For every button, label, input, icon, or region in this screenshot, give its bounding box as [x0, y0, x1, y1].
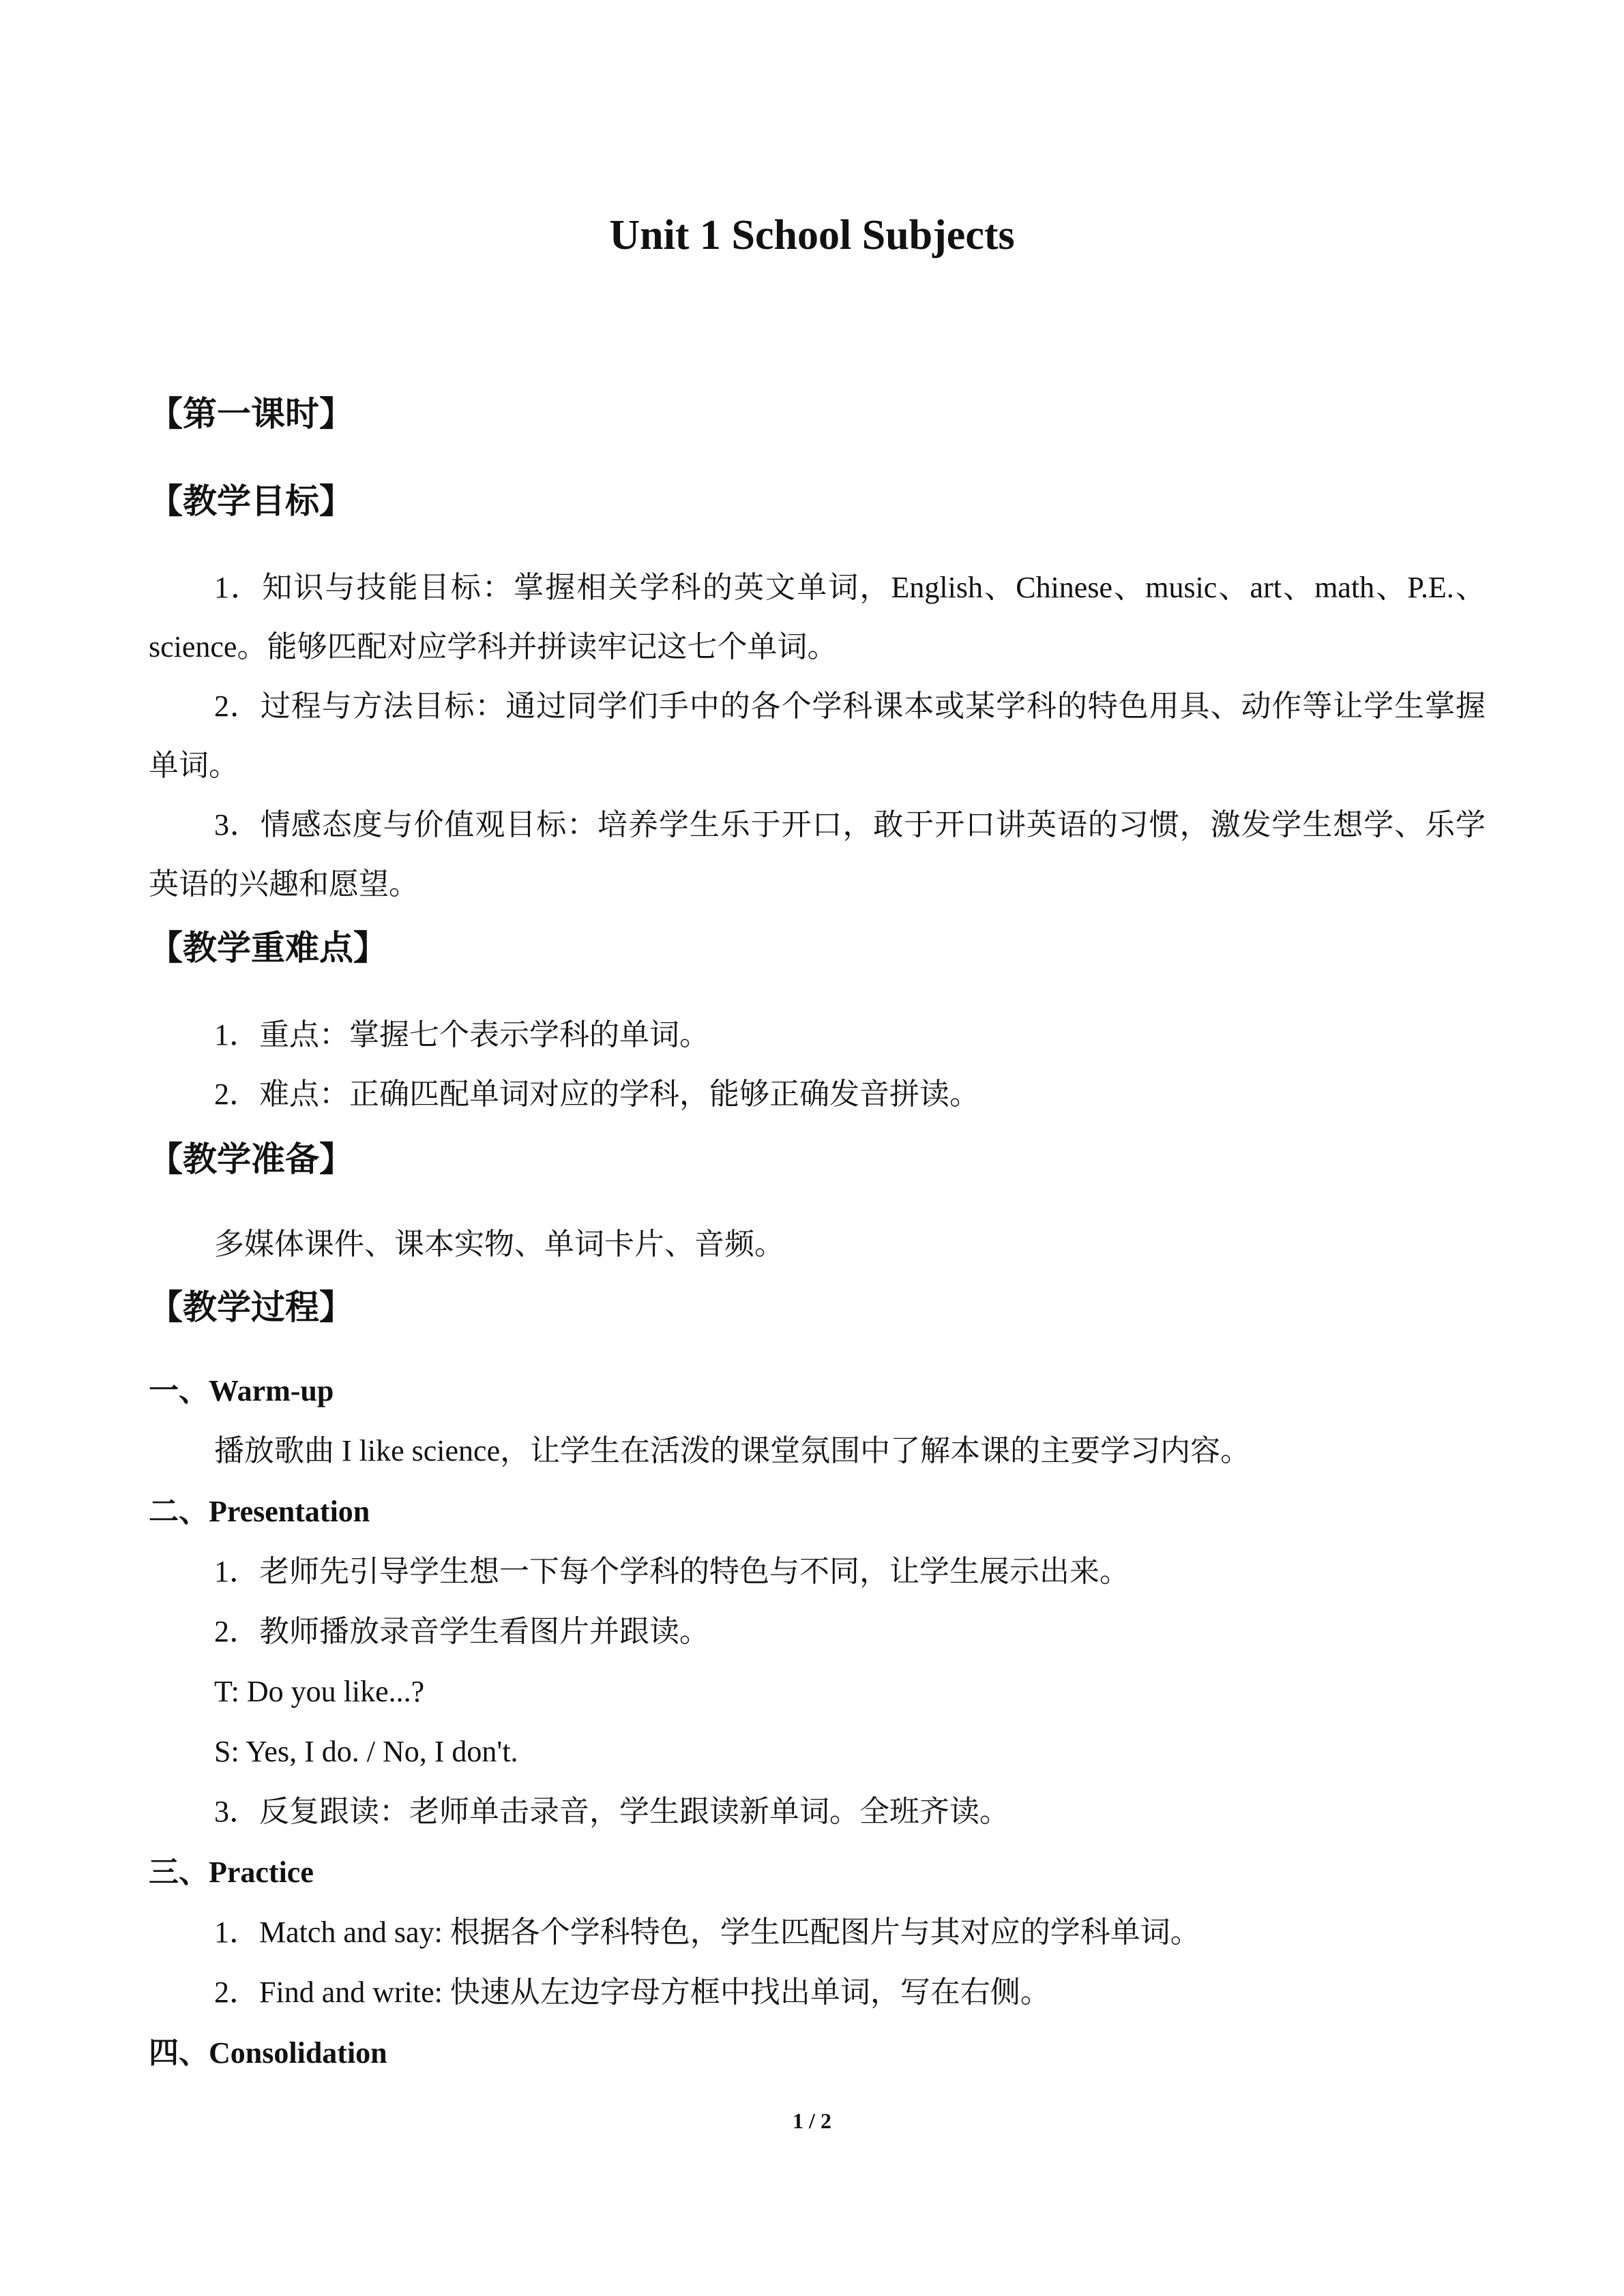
presentation-item-1: 1．老师先引导学生想一下每个学科的特色与不同，让学生展示出来。 [214, 1555, 1130, 1588]
preparation-text: 多媒体课件、课本实物、单词卡片、音频。 [214, 1227, 784, 1261]
practice-item-1: 1．Match and say: 根据各个学科特色，学生匹配图片与其对应的学科单词。 [214, 1915, 1200, 1949]
key-point-item-2: 2．难点：正确匹配单词对应的学科，能够正确发音拼读。 [214, 1077, 979, 1111]
practice-item-2-wrap [149, 1972, 1486, 2013]
objective-item-1: 1．知识与技能目标：掌握相关学科的英文单词，English、Chinese、music、art、math、P.E.、science。能够匹配对应学科并拼读牢记这七个单词。 [149, 571, 1486, 664]
presentation-item-2: 2．教师播放录音学生看图片并跟读。 [214, 1615, 709, 1648]
document-title: Unit 1 School Subjects [609, 212, 1015, 258]
consolidation-section [149, 2033, 1486, 2074]
presentation-item-4-wrap [149, 1731, 1486, 1772]
lesson-tag: 【第一课时】 [149, 394, 353, 434]
key-points-heading: 【教学重难点】 [149, 928, 387, 968]
presentation-title: 二、Presentation [149, 1495, 370, 1528]
practice-section [149, 1852, 1486, 1893]
practice-title: 三、Practice [149, 1855, 314, 1889]
warmup-section [149, 1371, 1486, 1412]
objectives-list [149, 558, 1486, 914]
presentation-item-3: 3．反复跟读：老师单击录音，学生跟读新单词。全班齐读。 [214, 1795, 1009, 1828]
presentation-item-1-wrap [149, 1551, 1486, 1592]
presentation-item-5-wrap [149, 1791, 1486, 1832]
key-points-list-2 [149, 1074, 1486, 1115]
consolidation-title: 四、Consolidation [149, 2036, 387, 2070]
process-heading: 【教学过程】 [149, 1287, 353, 1327]
warmup-body [149, 1431, 1486, 1472]
key-point-item-1: 1．重点：掌握七个表示学科的单词。 [214, 1018, 709, 1052]
presentation-section [149, 1491, 1486, 1532]
warmup-title: 一、Warm-up [149, 1374, 334, 1407]
practice-item-2: 2．Find and write: 快速从左边字母方框中找出单词，写在右侧。 [214, 1976, 1050, 2009]
objective-item-3: 3．情感态度与价值观目标：培养学生乐于开口，敢于开口讲英语的习惯，激发学生想学、乐学英语的兴趣和愿望。 [149, 808, 1486, 901]
preparation-section [149, 1224, 1486, 1265]
dialogue-teacher-line: T: Do you like...? [214, 1675, 425, 1708]
presentation-item-2-wrap [149, 1611, 1486, 1652]
presentation-item-3-wrap [149, 1671, 1486, 1712]
practice-item-1-wrap [149, 1912, 1486, 1953]
dialogue-student-line: S: Yes, I do. / No, I don't. [214, 1735, 518, 1768]
page-number: 1 / 2 [793, 2108, 831, 2133]
objective-item-2: 2．过程与方法目标：通过同学们手中的各个学科课本或某学科的特色用具、动作等让学生掌握单词。 [149, 689, 1486, 782]
warmup-text: 播放歌曲 I like science，让学生在活泼的课堂氛围中了解本课的主要学习内容。 [214, 1434, 1251, 1467]
objectives-heading: 【教学目标】 [149, 481, 353, 521]
key-points-list [149, 1015, 1486, 1056]
preparation-heading: 【教学准备】 [149, 1139, 353, 1179]
